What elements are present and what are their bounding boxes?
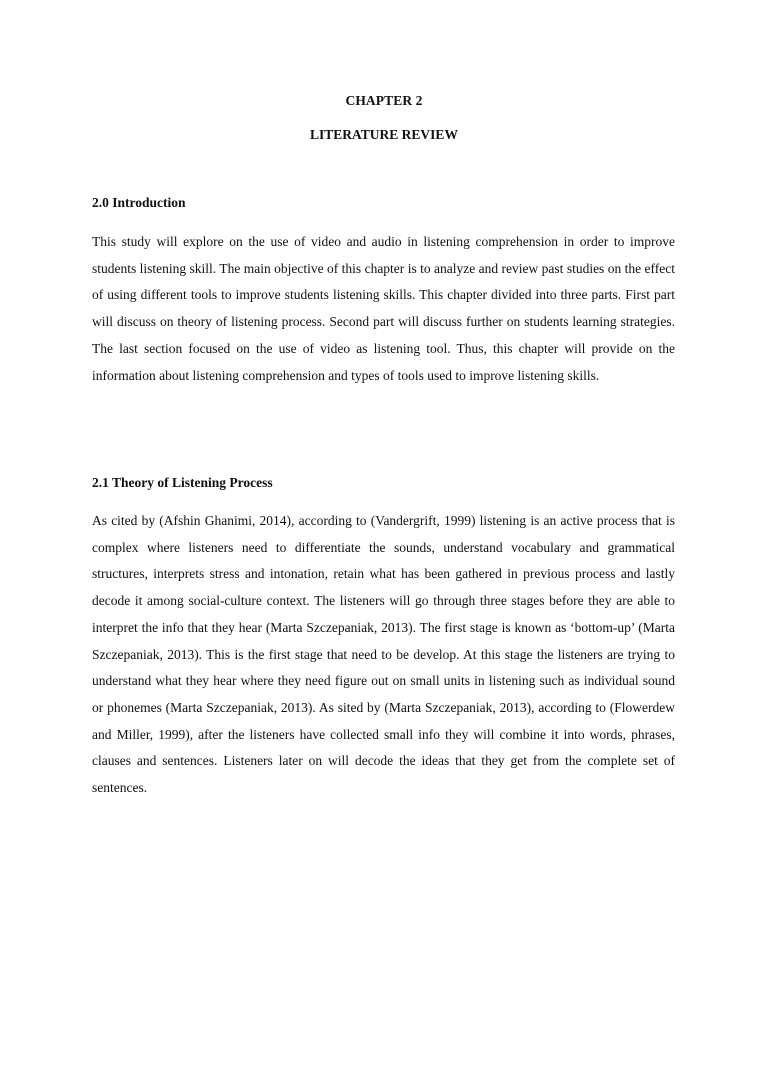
- theory-of-listening-paragraph: As cited by (Afshin Ghanimi, 2014), according to (Vandergrift, 1999) listening is an active process that is complex where listeners need to differentiate the sounds, understand vocabulary and grammatical structures, interprets stress and intonation, retain what has been gathered in previous process and lastly decode it among social-culture context. The listeners will go through three stages before they are able to interpret the info that they hear (Marta Szczepaniak, 2013). The first stage is known as ‘bottom-up’ (Marta Szczepaniak, 2013). This is the first stage that need to be develop. At this stage the listeners are trying to understand what they hear where they need figure out on small units in listening such as individual sound or phonemes (Marta Szczepaniak, 2013). As sited by (Marta Szczepaniak, 2013), according to (Flowerdew and Miller, 1999), after the listeners have collected small info they will combine it into words, phrases, clauses and sentences. Listeners later on will decode the ideas that they get from the complete set of sentences.: [92, 513, 675, 796]
- section-heading-theory-of-listening: 2.1 Theory of Listening Process: [92, 475, 273, 490]
- chapter-number: CHAPTER 2: [345, 93, 423, 108]
- section-heading-introduction: 2.0 Introduction: [92, 195, 186, 210]
- chapter-title: LITERATURE REVIEW: [310, 127, 458, 142]
- introduction-paragraph: This study will explore on the use of video and audio in listening comprehension in order to improve students listening skill. The main objective of this chapter is to analyze and review past studies on the effect of using different tools to improve students listening skills. This chapter divided into three parts. First part will discuss on theory of listening process. Second part will discuss further on students learning strategies. The last section focused on the use of video as listening tool. Thus, this chapter will provide on the information about listening comprehension and types of tools used to improve listening skills.: [92, 234, 675, 383]
